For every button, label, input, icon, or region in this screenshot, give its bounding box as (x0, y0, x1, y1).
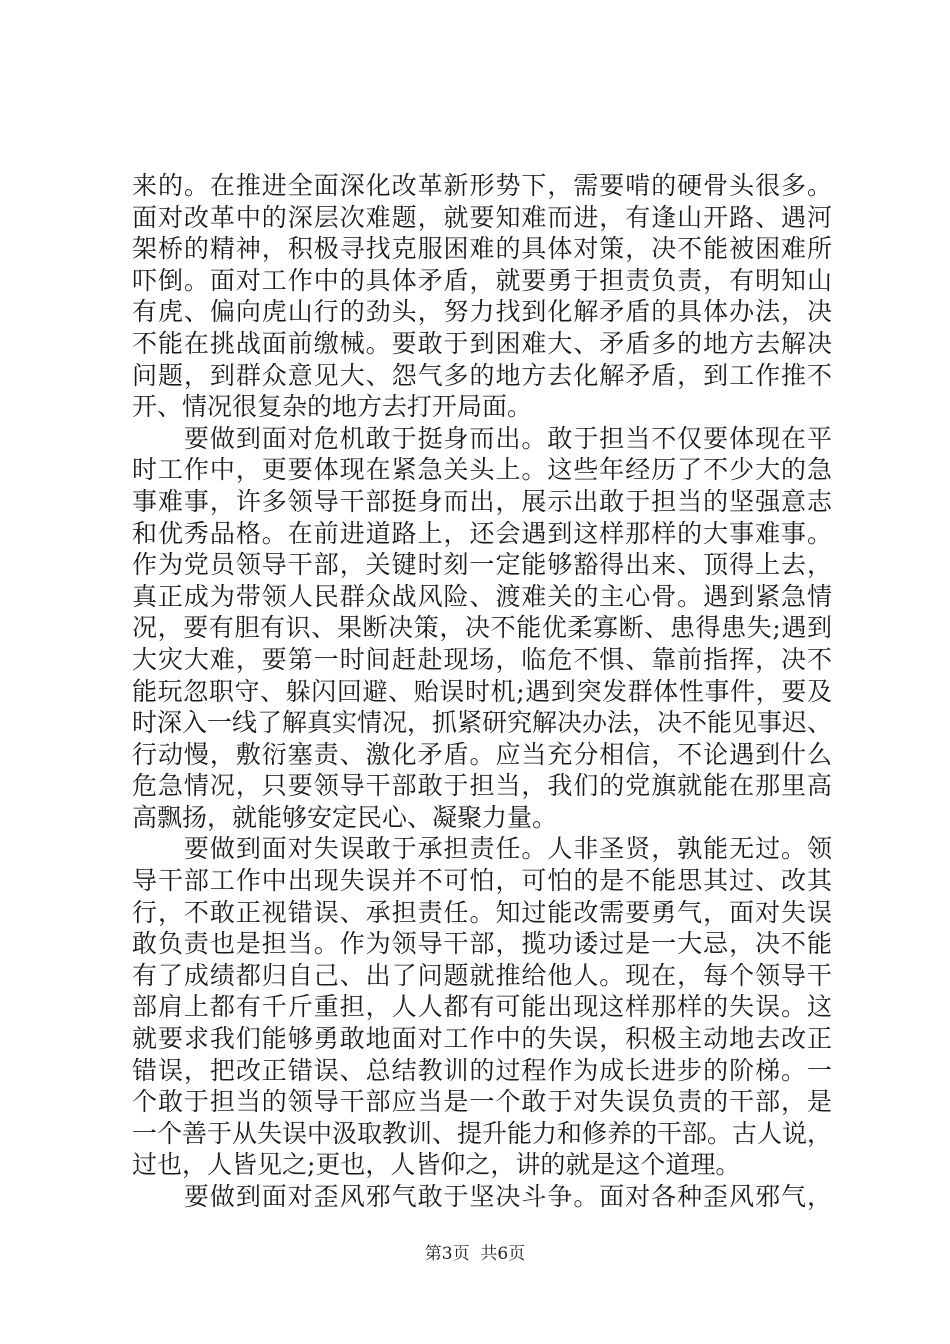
text-line: 开、情况很复杂的地方去打开局面。 (132, 392, 533, 422)
text-line: 况，要有胆有识、果断决策，决不能优柔寡断、患得患失;遇到 (132, 613, 832, 643)
text-line: 能玩忽职守、躲闪回避、贻误时机;遇到突发群体性事件，要及 (132, 676, 832, 706)
text-line: 问题，到群众意见大、怨气多的地方去化解矛盾，到工作推不 (132, 360, 832, 390)
text-line: 吓倒。面对工作中的具体矛盾，就要勇于担责负责，有明知山 (132, 265, 832, 295)
text-line: 时工作中，更要体现在紧急关头上。这些年经历了不少大的急 (132, 455, 832, 485)
text-line: 面对改革中的深层次难题，就要知难而进，有逢山开路、遇河 (132, 202, 832, 232)
text-line: 一个善于从失误中汲取教训、提升能力和修养的干部。古人说， (132, 1118, 833, 1148)
text-line: 部肩上都有千斤重担，人人都有可能出现这样那样的失误。这 (132, 992, 832, 1022)
text-line: 要做到面对失误敢于承担责任。人非圣贤，孰能无过。领 (132, 834, 832, 864)
text-line: 高飘扬，就能够安定民心、凝聚力量。 (132, 802, 558, 832)
text-line: 大灾大难，要第一时间赶赴现场，临危不惧、靠前指挥，决不 (132, 644, 832, 674)
text-line: 有了成绩都归自己、出了问题就推给他人。现在，每个领导干 (132, 960, 832, 990)
text-line: 敢负责也是担当。作为领导干部，揽功诿过是一大忌，决不能 (132, 929, 832, 959)
text-line: 要做到面对歪风邪气敢于坚决斗争。面对各种歪风邪气， (132, 1182, 832, 1211)
text-line: 行，不敢正视错误、承担责任。知过能改需要勇气，面对失误 (132, 897, 832, 927)
text-line: 就要求我们能够勇敢地面对工作中的失误，积极主动地去改正 (132, 1024, 832, 1054)
text-line: 要做到面对危机敢于挺身而出。敢于担当不仅要体现在平 (132, 423, 832, 453)
text-line: 个敢于担当的领导干部应当是一个敢于对失误负责的干部，是 (132, 1087, 832, 1117)
text-line: 危急情况，只要领导干部敢于担当，我们的党旗就能在那里高 (132, 771, 832, 801)
text-line: 不能在挑战面前缴械。要敢于到困难大、矛盾多的地方去解决 (132, 328, 832, 358)
page-footer (0, 1243, 950, 1265)
text-line: 架桥的精神，积极寻找克服困难的具体对策，决不能被困难所 (132, 234, 832, 264)
text-line: 时深入一线了解真实情况，抓紧研究解决办法，决不能见事迟、 (132, 708, 833, 738)
text-line: 真正成为带领人民群众战风险、渡难关的主心骨。遇到紧急情 (132, 581, 832, 611)
text-line: 导干部工作中出现失误并不可怕，可怕的是不能思其过、改其 (132, 866, 832, 896)
text-line: 有虎、偏向虎山行的劲头，努力找到化解矛盾的具体办法，决 (132, 297, 832, 327)
body-text (132, 170, 832, 1213)
text-line: 作为党员领导干部，关键时刻一定能够豁得出来、顶得上去， (132, 550, 832, 580)
text-line: 和优秀品格。在前进道路上，还会遇到这样那样的大事难事。 (132, 518, 832, 548)
text-line: 事难事，许多领导干部挺身而出，展示出敢于担当的坚强意志 (132, 486, 832, 516)
text-line: 错误，把改正错误、总结教训的过程作为成长进步的阶梯。一 (132, 1055, 832, 1085)
text-line: 来的。在推进全面深化改革新形势下，需要啃的硬骨头很多。 (132, 171, 832, 200)
text-line: 过也，人皆见之;更也，人皆仰之，讲的就是这个道理。 (132, 1150, 741, 1180)
page-number-label: 第3页 共6页 (424, 1244, 526, 1264)
text-line: 行动慢，敷衍塞责、激化矛盾。应当充分相信，不论遇到什么 (132, 739, 832, 769)
